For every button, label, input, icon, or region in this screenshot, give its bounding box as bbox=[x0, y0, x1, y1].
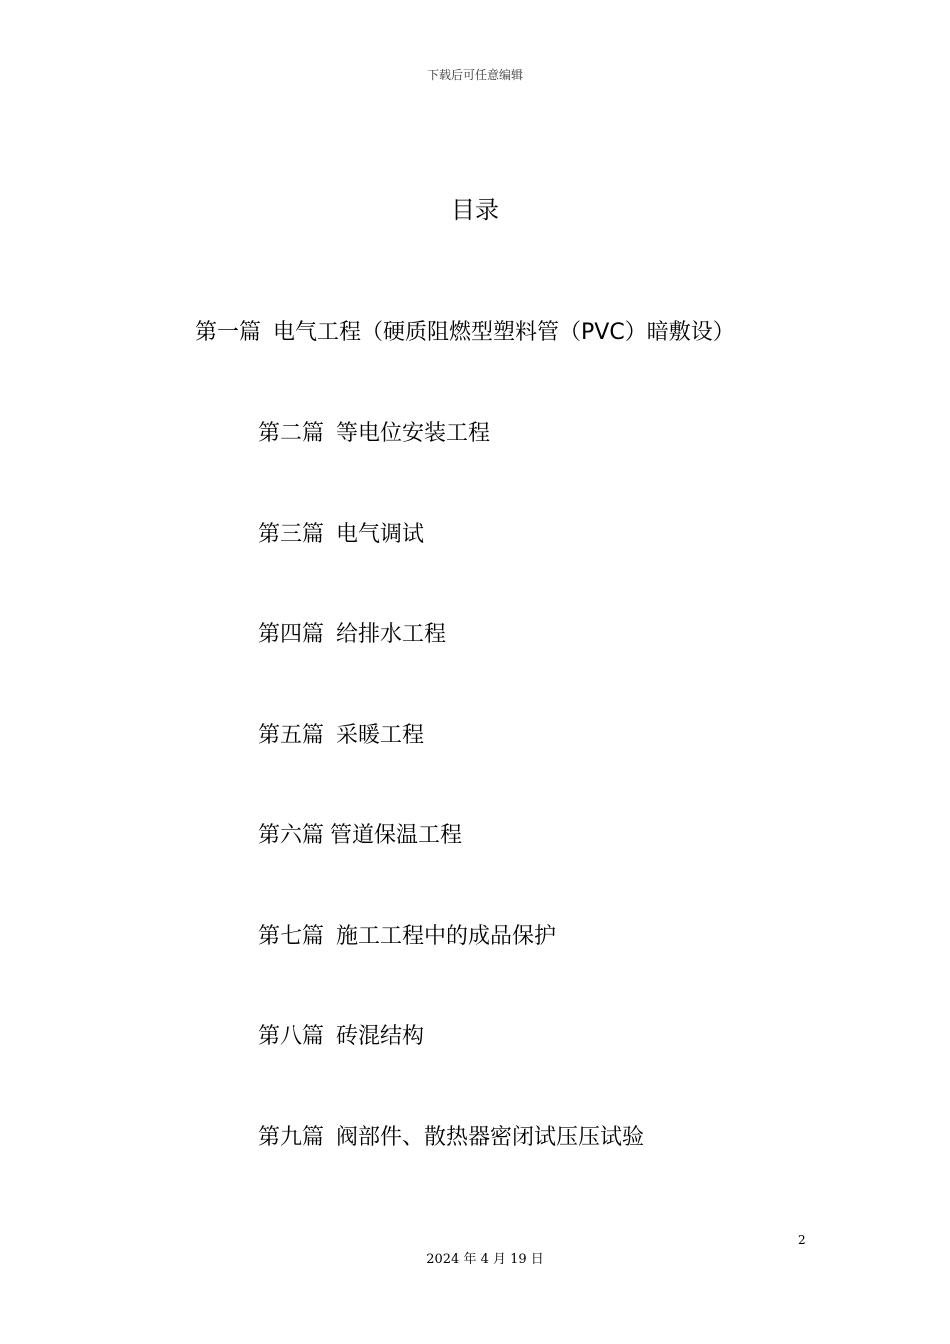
toc-item bbox=[258, 416, 490, 447]
toc-item bbox=[258, 919, 556, 950]
toc-item-text: 给排水工程 bbox=[336, 622, 447, 647]
toc-item-number: 第三篇 bbox=[258, 522, 325, 547]
toc-item bbox=[258, 1120, 644, 1151]
toc-item-number: 第六篇 bbox=[258, 823, 325, 848]
toc-item-number: 第五篇 bbox=[258, 723, 325, 748]
toc-item bbox=[258, 718, 424, 749]
toc-item-number: 第九篇 bbox=[258, 1125, 325, 1150]
toc-title: 目录 bbox=[451, 196, 499, 224]
toc-item-number: 第八篇 bbox=[258, 1024, 325, 1049]
header-note: 下载后可任意编辑 bbox=[426, 68, 523, 82]
toc-item-text: 电气工程（硬质阻燃型塑料管（PVC）暗敷设） bbox=[273, 320, 735, 345]
footer-date: 2024 年 4 月 19 日 bbox=[426, 1252, 544, 1267]
toc-item-number: 第二篇 bbox=[258, 421, 325, 446]
toc-item bbox=[258, 617, 446, 648]
toc-item-number: 第七篇 bbox=[258, 924, 325, 949]
toc-item-text: 施工工程中的成品保护 bbox=[336, 924, 557, 949]
toc-item-text: 砖混结构 bbox=[336, 1024, 425, 1049]
toc-item bbox=[258, 818, 462, 849]
toc-item-text: 阀部件、散热器密闭试压压试验 bbox=[336, 1125, 645, 1150]
toc-item-text: 电气调试 bbox=[336, 522, 425, 547]
toc-item-text: 采暖工程 bbox=[336, 723, 425, 748]
toc-item bbox=[195, 315, 735, 346]
toc-item-number: 第一篇 bbox=[195, 320, 262, 345]
toc-item bbox=[258, 517, 424, 548]
toc-item-text: 管道保温工程 bbox=[330, 823, 463, 848]
toc-item-number: 第四篇 bbox=[258, 622, 325, 647]
page-number: 2 bbox=[798, 1233, 806, 1247]
toc-item-text: 等电位安装工程 bbox=[336, 421, 491, 446]
toc-item bbox=[258, 1019, 424, 1050]
